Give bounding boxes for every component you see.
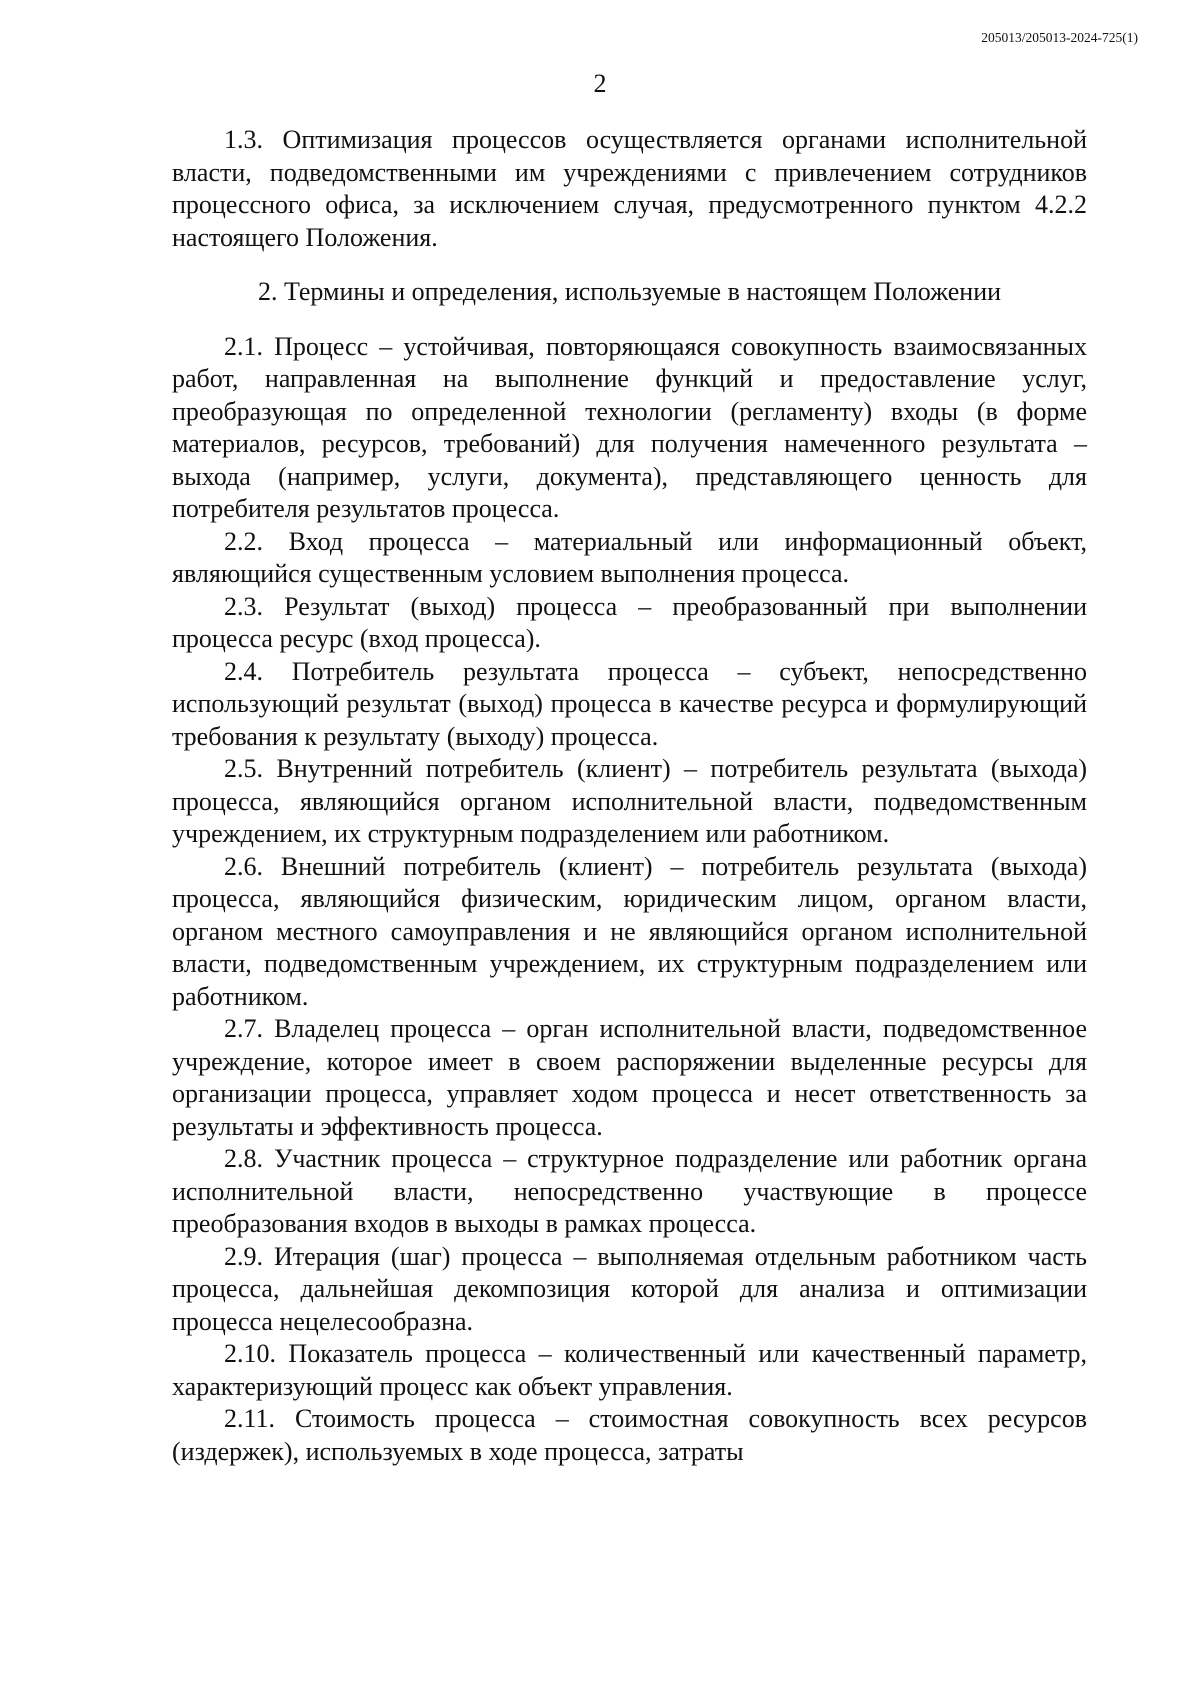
paragraph-2-8: 2.8. Участник процесса – структурное подразделение или работник органа исполнительной власти, непосредственно участвующие в процессе преобразования входов в выходы в рамках процесса. <box>172 1144 1087 1238</box>
paragraph-2-7: 2.7. Владелец процесса – орган исполнительной власти, подведомственное учреждение, которое имеет в своем распоряжении выделенные ресурсы для организации процесса, управляет ходом процесса и несет ответственность за результаты и эффективность процесса. <box>172 1014 1087 1141</box>
paragraph-2-2: 2.2. Вход процесса – материальный или информационный объект, являющийся существенным условием выполнения процесса. <box>172 526 1087 588</box>
document-id: 205013/205013-2024-725(1) <box>981 30 1138 45</box>
paragraph-1-3: 1.3. Оптимизация процессов осуществляется органами исполнительной власти, подведомственными им учреждениями с привлечением сотрудников процессного офиса, за исключением случая, предусмотренного пунктом 4.2.2 настоящего Положения. <box>172 125 1087 252</box>
page-number: 2 <box>593 69 607 98</box>
paragraph-2-4: 2.4. Потребитель результата процесса – субъект, непосредственно использующий результат (выход) процесса в качестве ресурса и формулирующий требования к результату (выходу) процесса. <box>172 656 1087 751</box>
paragraph-2-6: 2.6. Внешний потребитель (клиент) – потребитель результата (выхода) процесса, являющийся физическим, юридическим лицом, органом власти, органом местного самоуправления и не являющийся органом исполнительной власти, подведомственным учреждением, их структурным подразделением или работником. <box>172 851 1087 1011</box>
paragraph-2-5: 2.5. Внутренний потребитель (клиент) – потребитель результата (выхода) процесса, являющийся органом исполнительной власти, подведомственным учреждением, их структурным подразделением или работником. <box>172 754 1087 848</box>
section-heading: 2. Термины и определения, используемые в настоящем Положении <box>257 277 1002 306</box>
paragraph-2-9: 2.9. Итерация (шаг) процесса – выполняемая отдельным работником часть процесса, дальнейшая декомпозиция которой для анализа и оптимизации процесса нецелесообразна. <box>172 1241 1087 1336</box>
paragraph-2-10: 2.10. Показатель процесса – количественный или качественный параметр, характеризующий процесс как объект управления. <box>172 1339 1087 1401</box>
paragraph-2-3: 2.3. Результат (выход) процесса – преобразованный при выполнении процесса ресурс (вход процесса). <box>172 591 1087 653</box>
paragraph-2-11: 2.11. Стоимость процесса – стоимостная совокупность всех ресурсов (издержек), используемых в ходе процесса, затраты <box>172 1404 1087 1466</box>
paragraph-2-1: 2.1. Процесс – устойчивая, повторяющаяся совокупность взаимосвязанных работ, направленная на выполнение функций и предоставление услуг, преобразующая по определенной технологии (регламенту) входы (в форме материалов, ресурсов, требований) для получения намеченного результата – выхода (например, услуги, документа), представляющего ценность для потребителя результатов процесса. <box>172 331 1087 523</box>
document-body <box>172 124 1087 1468</box>
